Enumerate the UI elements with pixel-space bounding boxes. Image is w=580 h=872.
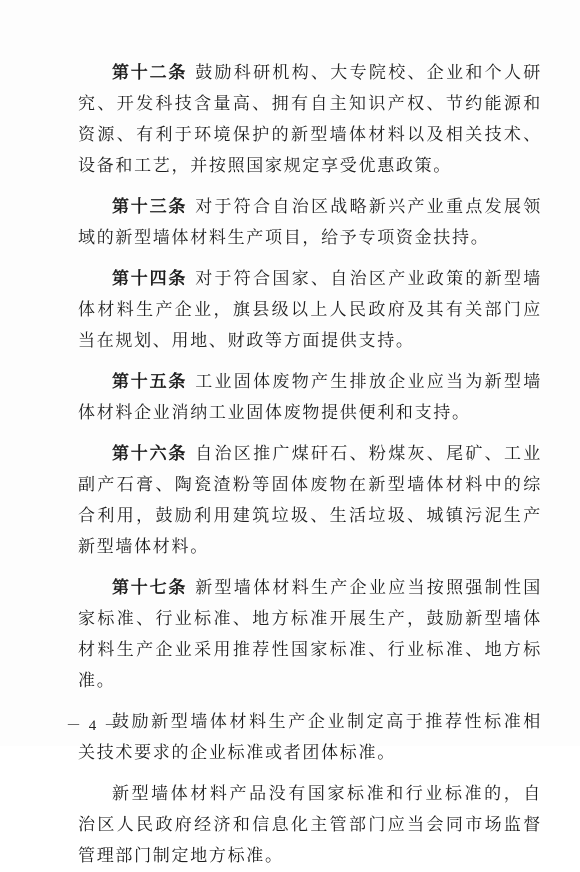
article-number: 第十四条	[112, 269, 188, 289]
article-text: 鼓励科研机构、大专院校、企业和个人研究、开发科技含量高、拥有自主知识产权、节约能源和资源、有利于环境保护的新型墙体材料以及相关技术、设备和工艺，并按照国家规定享受优惠政策。	[78, 63, 542, 176]
paragraph-text: 鼓励新型墙体材料生产企业制定高于推荐性标准相关技术要求的企业标准或者团体标准。	[78, 712, 542, 763]
article-16-paragraph	[78, 439, 542, 563]
article-number: 第十二条	[112, 63, 188, 83]
article-12-paragraph	[78, 58, 542, 182]
page-number: － 4 －	[66, 718, 122, 734]
article-15-paragraph	[78, 367, 542, 429]
document-body	[78, 58, 542, 872]
article-17-subparagraph-3	[78, 779, 542, 872]
article-number: 第十七条	[112, 578, 188, 598]
article-text: 对于符合国家、自治区产业政策的新型墙体材料生产企业，旗县级以上人民政府及其有关部门应当在规划、用地、财政等方面提供支持。	[78, 269, 542, 351]
article-14-paragraph	[78, 264, 542, 357]
article-17-subparagraph-2	[78, 707, 542, 769]
article-17-paragraph	[78, 573, 542, 697]
article-text: 新型墙体材料生产企业应当按照强制性国家标准、行业标准、地方标准开展生产，鼓励新型墙体材料生产企业采用推荐性国家标准、行业标准、地方标准。	[78, 578, 542, 691]
article-text: 自治区推广煤矸石、粉煤灰、尾矿、工业副产石膏、陶瓷渣粉等固体废物在新型墙体材料中的综合利用，鼓励利用建筑垃圾、生活垃圾、城镇污泥生产新型墙体材料。	[78, 444, 542, 557]
article-text: 工业固体废物产生排放企业应当为新型墙体材料企业消纳工业固体废物提供便利和支持。	[78, 372, 542, 423]
article-number: 第十六条	[112, 444, 188, 464]
article-13-paragraph	[78, 192, 542, 254]
paragraph-text: 新型墙体材料产品没有国家标准和行业标准的，自治区人民政府经济和信息化主管部门应当会同市场监督管理部门制定地方标准。	[78, 784, 542, 866]
article-number: 第十五条	[112, 372, 188, 392]
article-number: 第十三条	[112, 197, 188, 217]
article-text: 对于符合自治区战略新兴产业重点发展领域的新型墙体材料生产项目，给予专项资金扶持。	[78, 197, 542, 248]
